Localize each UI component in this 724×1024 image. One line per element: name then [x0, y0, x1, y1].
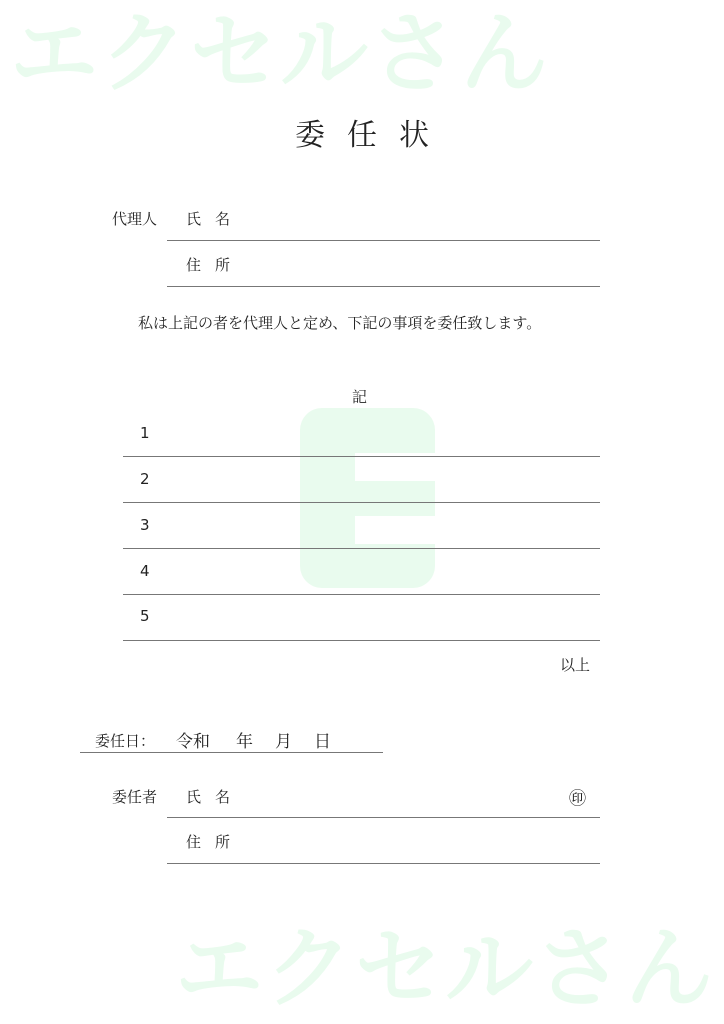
- principal-address-label: 住所: [186, 833, 245, 851]
- agent-address-line[interactable]: [167, 286, 600, 287]
- agent-address-label: 住所: [186, 256, 245, 274]
- item-line-1[interactable]: [123, 456, 600, 457]
- principal-name-label: 氏名: [186, 788, 245, 806]
- agent-name-label: 氏名: [186, 210, 245, 228]
- principal-address-line[interactable]: [167, 863, 600, 864]
- ki-heading: 記: [352, 388, 368, 406]
- watermark-top: エクセルさん: [10, 2, 551, 105]
- closing-ijou: 以上: [560, 656, 591, 674]
- item-line-5[interactable]: [123, 640, 600, 641]
- item-number-2: 2: [140, 470, 150, 488]
- date-month: 月: [275, 732, 292, 752]
- item-line-4[interactable]: [123, 594, 600, 595]
- date-day: 日: [314, 732, 331, 752]
- agent-role-label: 代理人: [112, 210, 158, 228]
- watermark-bottom: エクセルさん: [175, 917, 716, 1020]
- date-era: 令和: [176, 732, 210, 752]
- date-line[interactable]: [80, 752, 383, 753]
- principal-role-label: 委任者: [112, 788, 158, 806]
- delegation-statement: 私は上記の者を代理人と定め、下記の事項を委任致します。: [138, 314, 542, 332]
- item-number-5: 5: [140, 607, 150, 625]
- item-number-1: 1: [140, 424, 150, 442]
- document-title: 委任状: [295, 118, 451, 153]
- delegation-date-label: 委任日：: [95, 732, 156, 750]
- item-number-4: 4: [140, 562, 150, 580]
- item-number-3: 3: [140, 516, 150, 534]
- e-logo-watermark: [300, 408, 435, 588]
- agent-name-line[interactable]: [167, 240, 600, 241]
- date-year: 年: [236, 732, 253, 752]
- item-line-2[interactable]: [123, 502, 600, 503]
- principal-name-line[interactable]: [167, 817, 600, 818]
- item-line-3[interactable]: [123, 548, 600, 549]
- seal-mark-icon: ㊞: [569, 789, 586, 809]
